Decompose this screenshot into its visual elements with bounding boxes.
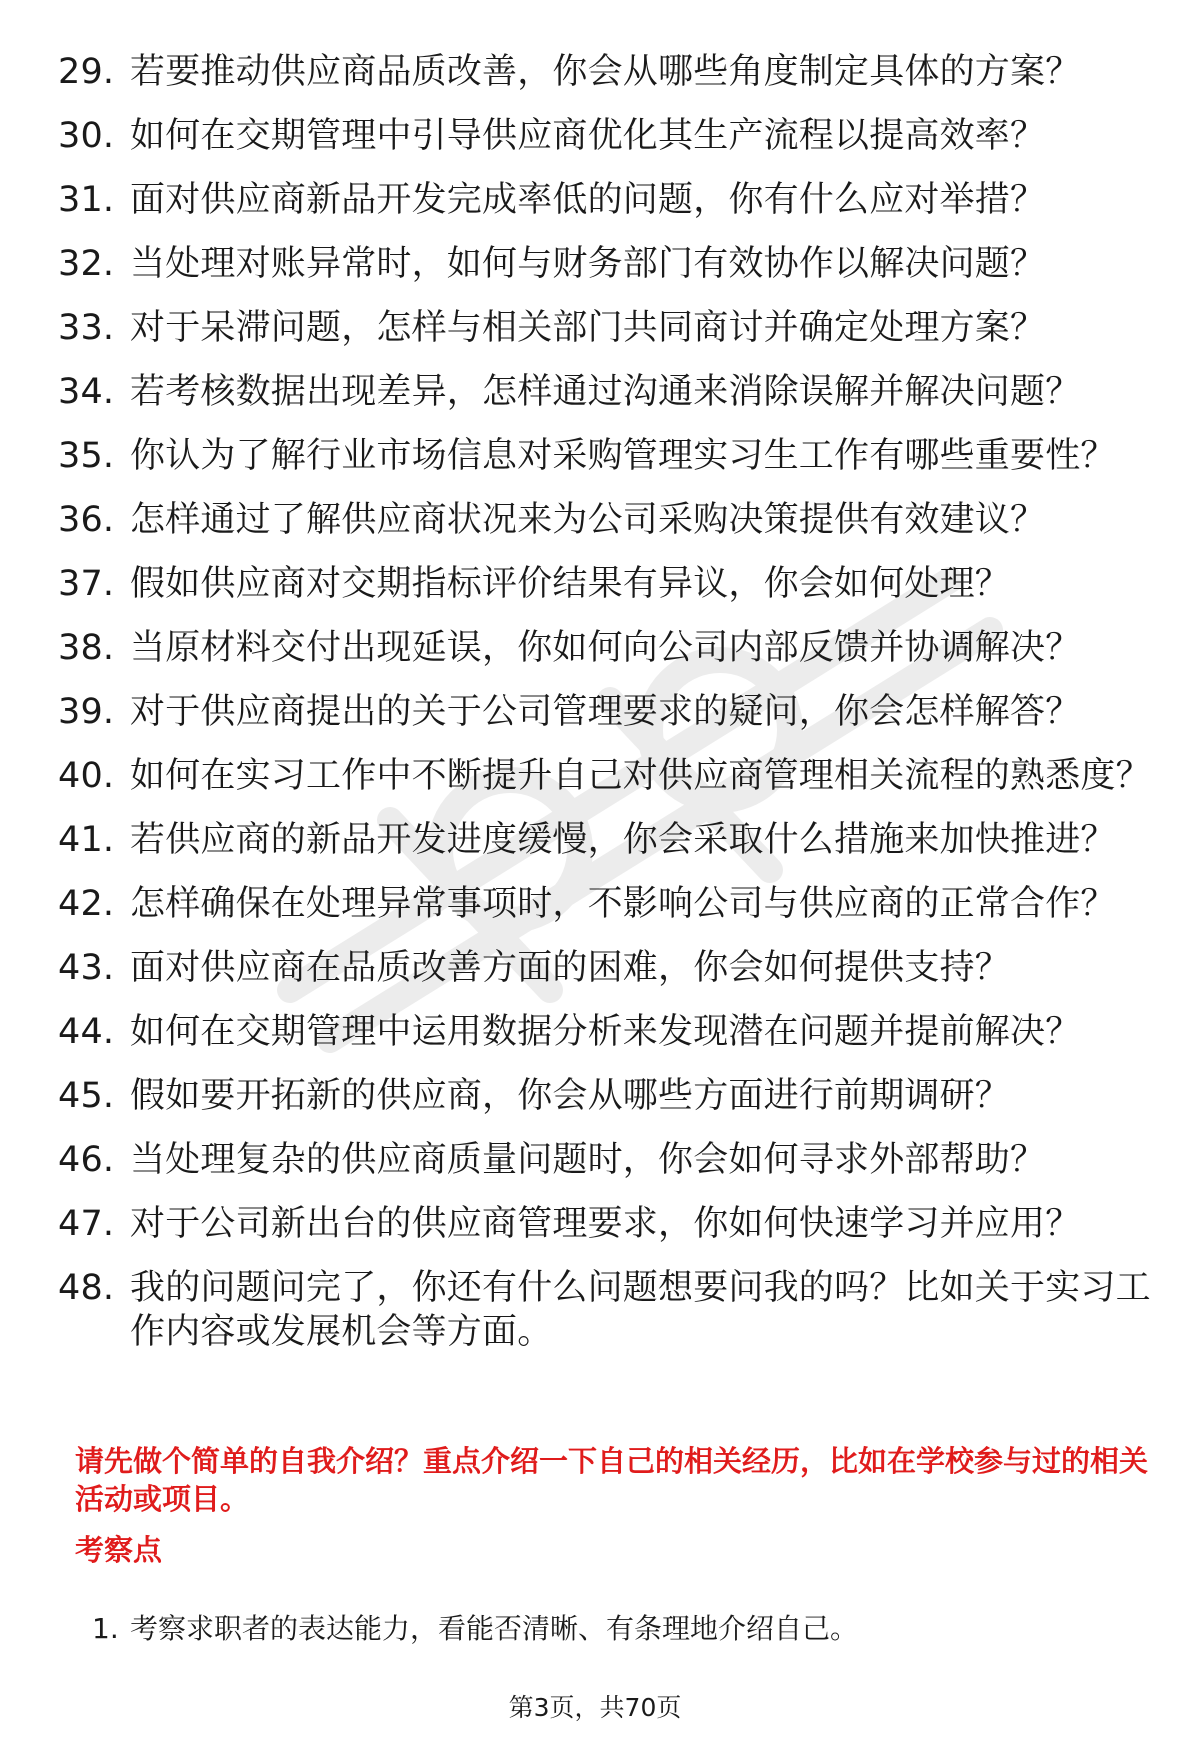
question-number: 38. [58,628,115,668]
question-number: 30. [58,116,115,156]
list-item [92,1610,858,1648]
question-text: 当处理对账异常时，如何与财务部门有效协作以解决问题？ [130,244,1046,284]
question-text: 若考核数据出现差异，怎样通过沟通来消除误解并解决问题？ [130,372,1081,412]
question-number: 41. [58,820,115,860]
sub-heading: 考察点 [75,1533,163,1567]
list-item [58,1138,1158,1182]
question-number: 35. [58,436,115,476]
question-text: 如何在交期管理中运用数据分析来发现潜在问题并提前解决？ [130,1012,1081,1052]
list-item [58,562,1158,606]
list-item [58,690,1158,734]
point-text: 考察求职者的表达能力，看能否清晰、有条理地介绍自己。 [130,1612,859,1645]
list-item [58,754,1158,798]
question-text: 如何在实习工作中不断提升自己对供应商管理相关流程的熟悉度？ [130,756,1151,796]
question-number: 33. [58,308,115,348]
question-text: 面对供应商新品开发完成率低的问题，你有什么应对举措？ [130,180,1046,220]
question-text: 当原材料交付出现延误，你如何向公司内部反馈并协调解决？ [130,628,1081,668]
page-footer: 第3页，共70页 [508,1693,682,1722]
question-text: 对于公司新出台的供应商管理要求，你如何快速学习并应用？ [130,1204,1081,1244]
list-item [58,434,1158,478]
question-number: 48. [58,1268,115,1308]
list-item [58,1266,1158,1354]
question-number: 36. [58,500,115,540]
question-number: 46. [58,1140,115,1180]
question-text: 对于供应商提出的关于公司管理要求的疑问，你会怎样解答？ [130,692,1081,732]
question-text: 若要推动供应商品质改善，你会从哪些角度制定具体的方案？ [130,52,1081,92]
list-item [58,626,1158,670]
question-text: 我的问题问完了，你还有什么问题想要问我的吗？比如关于实习工作内容或发展机会等方面。 [130,1268,1151,1352]
question-text: 怎样通过了解供应商状况来为公司采购决策提供有效建议？ [130,500,1046,540]
list-item [58,498,1158,542]
question-text: 若供应商的新品开发进度缓慢，你会采取什么措施来加快推进？ [130,820,1116,860]
question-text: 当处理复杂的供应商质量问题时，你会如何寻求外部帮助？ [130,1140,1046,1180]
question-list [58,50,1158,1374]
question-number: 34. [58,372,115,412]
question-number: 44. [58,1012,115,1052]
list-item [58,946,1158,990]
question-number: 37. [58,564,115,604]
list-item [58,178,1158,222]
question-text: 假如供应商对交期指标评价结果有异议，你会如何处理？ [130,564,1011,604]
question-text: 假如要开拓新的供应商，你会从哪些方面进行前期调研？ [130,1076,1011,1116]
list-item [58,306,1158,350]
list-item [58,882,1158,926]
question-text: 对于呆滞问题，怎样与相关部门共同商讨并确定处理方案？ [130,308,1046,348]
question-number: 29. [58,52,115,92]
question-text: 怎样确保在处理异常事项时，不影响公司与供应商的正常合作？ [130,884,1116,924]
section-heading: 请先做个简单的自我介绍？重点介绍一下自己的相关经历，比如在学校参与过的相关活动或项目。 [75,1444,1149,1516]
question-number: 31. [58,180,115,220]
list-item [58,818,1158,862]
question-number: 45. [58,1076,115,1116]
question-number: 40. [58,756,115,796]
list-item [58,1074,1158,1118]
list-item [58,114,1158,158]
question-text: 面对供应商在品质改善方面的困难，你会如何提供支持？ [130,948,1011,988]
point-list [92,1610,858,1648]
question-number: 47. [58,1204,115,1244]
question-number: 32. [58,244,115,284]
list-item [58,1010,1158,1054]
question-text: 如何在交期管理中引导供应商优化其生产流程以提高效率？ [130,116,1046,156]
point-number: 1. [92,1612,119,1645]
question-text: 你认为了解行业市场信息对采购管理实习生工作有哪些重要性？ [130,436,1116,476]
list-item [58,50,1158,94]
question-number: 39. [58,692,115,732]
list-item [58,1202,1158,1246]
list-item [58,370,1158,414]
question-number: 43. [58,948,115,988]
list-item [58,242,1158,286]
question-number: 42. [58,884,115,924]
